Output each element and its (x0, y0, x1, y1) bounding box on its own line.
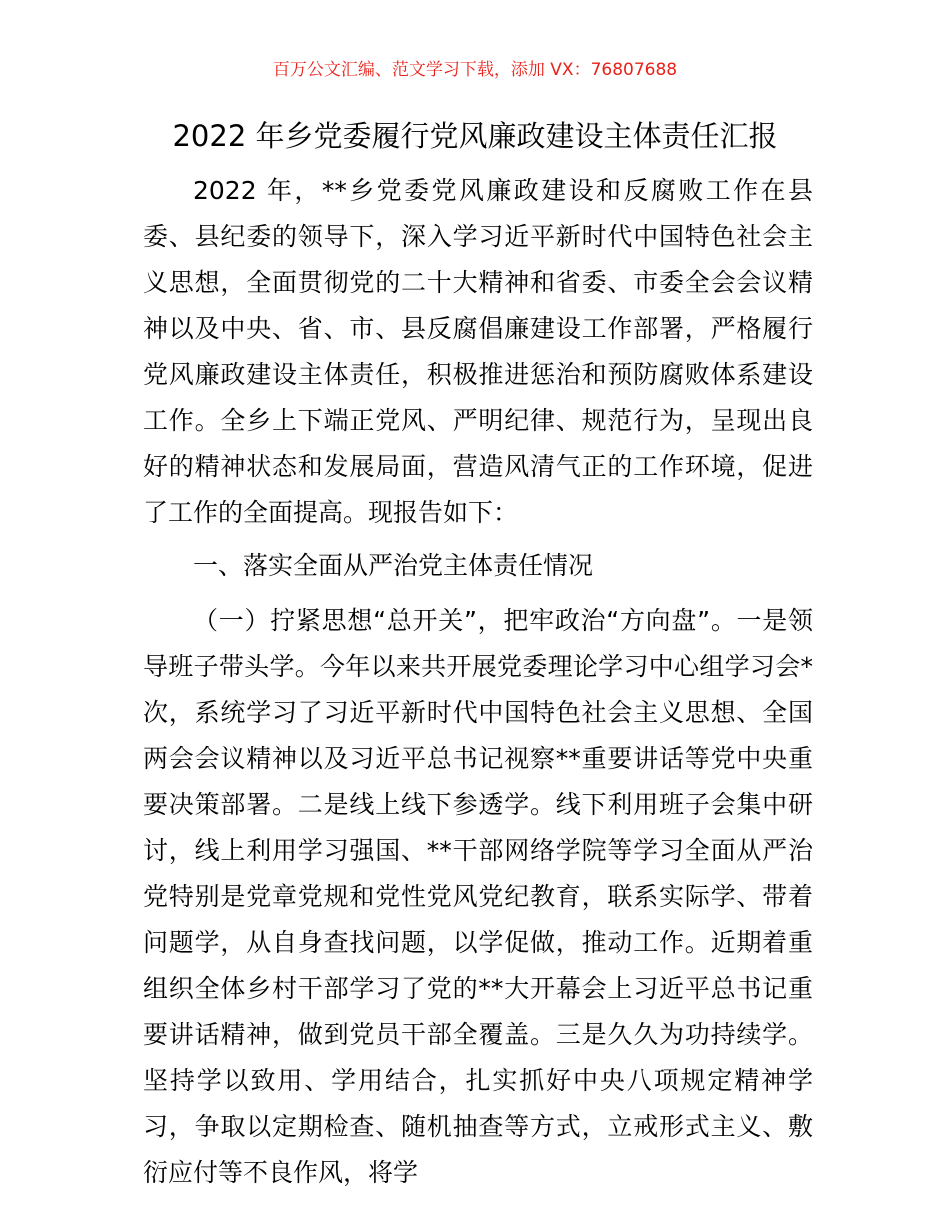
header-watermark-note: 百万公文汇编、范文学习下载，添加 VX：76807688 (272, 60, 678, 80)
document-title: 2022 年乡党委履行党风廉政建设主体责任汇报 (172, 119, 778, 153)
section-paragraph: （一）拧紧思想“总开关”，把牢政治“方向盘”。一是领导班子带头学。今年以来共开展党委理论学习中心组学习会*次，系统学习了习近平新时代中国特色社会主义思想、全国两会会议精神以及习近平总书记视察**重要讲话等党中央重要决策部署。二是线上线下参透学。线下利用班子会集中研讨，线上利用学习强国、**干部网络学院等学习全面从严治党特别是党章党规和党性党风党纪教育，联系实际学、带着问题学，从自身查找问题，以学促做，推动工作。近期着重组织全体乡村干部学习了党的**大开幕会上习近平总书记重要讲话精神，做到党员干部全覆盖。三是久久为功持续学。坚持学以致用、学用结合，扎实抓好中央八项规定精神学习，争取以定期检查、随机抽查等方式，立戒形式主义、敷衍应付等不良作风，将学 (143, 606, 813, 1187)
intro-paragraph: 2022 年，**乡党委党风廉政建设和反腐败工作在县委、县纪委的领导下，深入学习近平新时代中国特色社会主义思想，全面贯彻党的二十大精神和省委、市委全会会议精神以及中央、省、市、县反腐倡廉建设工作部署，严格履行党风廉政建设主体责任，积极推进惩治和预防腐败体系建设工作。全乡上下端正党风、严明纪律、规范行为，呈现出良好的精神状态和发展局面，营造风清气正的工作环境，促进了工作的全面提高。现报告如下： (143, 176, 813, 527)
section-heading: 一、落实全面从严治党主体责任情况 (193, 551, 594, 580)
document-body (143, 168, 813, 1196)
